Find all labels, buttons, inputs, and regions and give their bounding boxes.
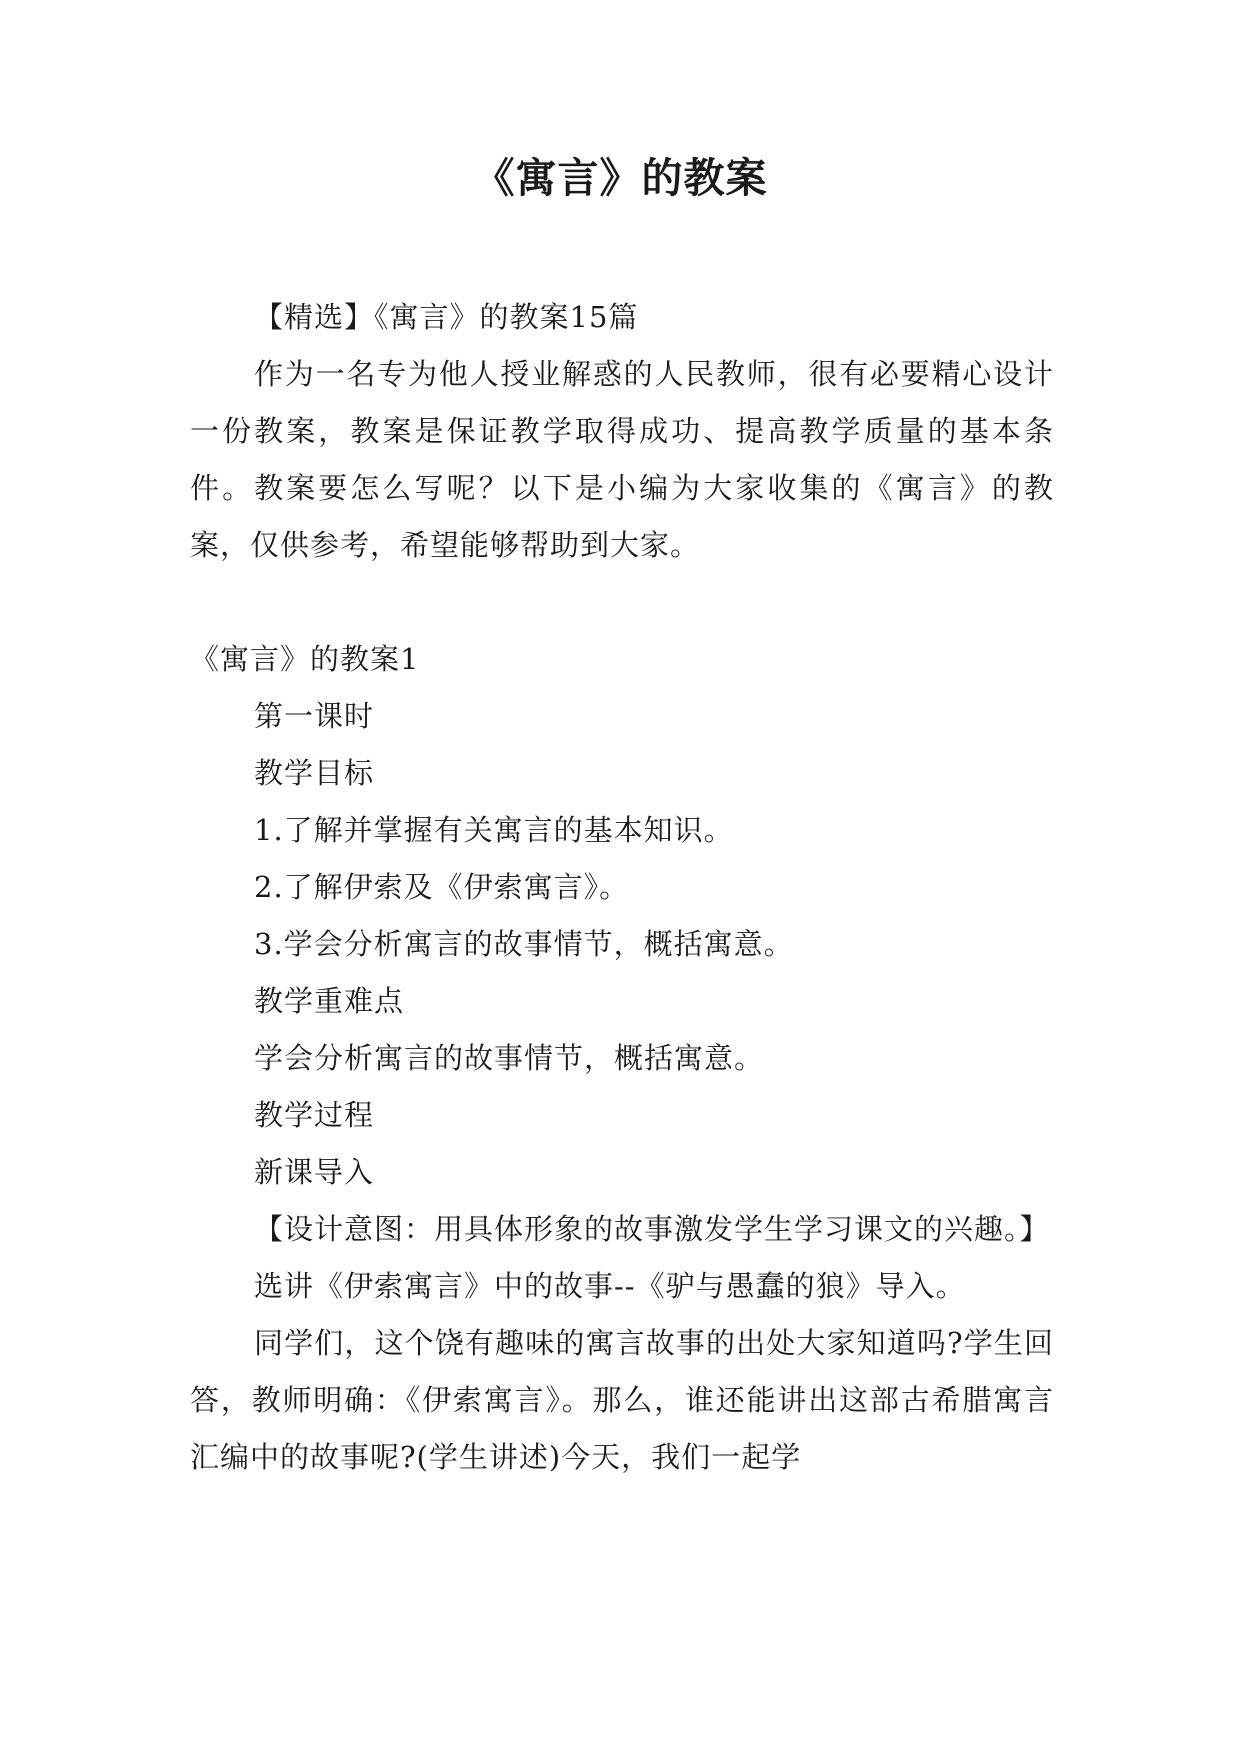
objective-item: 3.学会分析寓言的故事情节，概括寓意。 (254, 927, 794, 961)
key-points-heading: 教学重难点 (254, 984, 405, 1018)
process-heading: 教学过程 (254, 1098, 375, 1132)
key-points-text: 学会分析寓言的故事情节，概括寓意。 (254, 1041, 765, 1075)
document-title: 《寓言》的教案 (473, 154, 768, 202)
intro-heading: 【精选】《寓言》的教案15篇 (254, 300, 639, 334)
document-body (190, 289, 1054, 1486)
section-heading: 《寓言》的教案1 (190, 642, 420, 676)
objectives-heading: 教学目标 (254, 756, 375, 790)
intro-paragraph: 作为一名专为他人授业解惑的人民教师，很有必要精心设计一份教案，教案是保证教学取得成功、提高教学质量的基本条件。教案要怎么写呢？以下是小编为大家收集的《寓言》的教案，仅供参考，希望能够帮助到大家。 (190, 357, 1054, 562)
intro-lesson-heading: 新课导入 (254, 1155, 375, 1189)
lesson-period: 第一课时 (254, 699, 375, 733)
story-intro-paragraph: 选讲《伊索寓言》中的故事--《驴与愚蠢的狼》导入。 (254, 1269, 966, 1303)
objective-item: 1.了解并掌握有关寓言的基本知识。 (254, 813, 734, 847)
objective-item: 2.了解伊索及《伊索寓言》。 (254, 870, 630, 904)
design-intent-paragraph: 【设计意图：用具体形象的故事激发学生学习课文的兴趣。】 (254, 1212, 1050, 1246)
discussion-paragraph: 同学们，这个饶有趣味的寓言故事的出处大家知道吗?学生回答，教师明确：《伊索寓言》。那么，谁还能讲出这部古希腊寓言汇编中的故事呢?(学生讲述)今天，我们一起学 (190, 1326, 1054, 1474)
